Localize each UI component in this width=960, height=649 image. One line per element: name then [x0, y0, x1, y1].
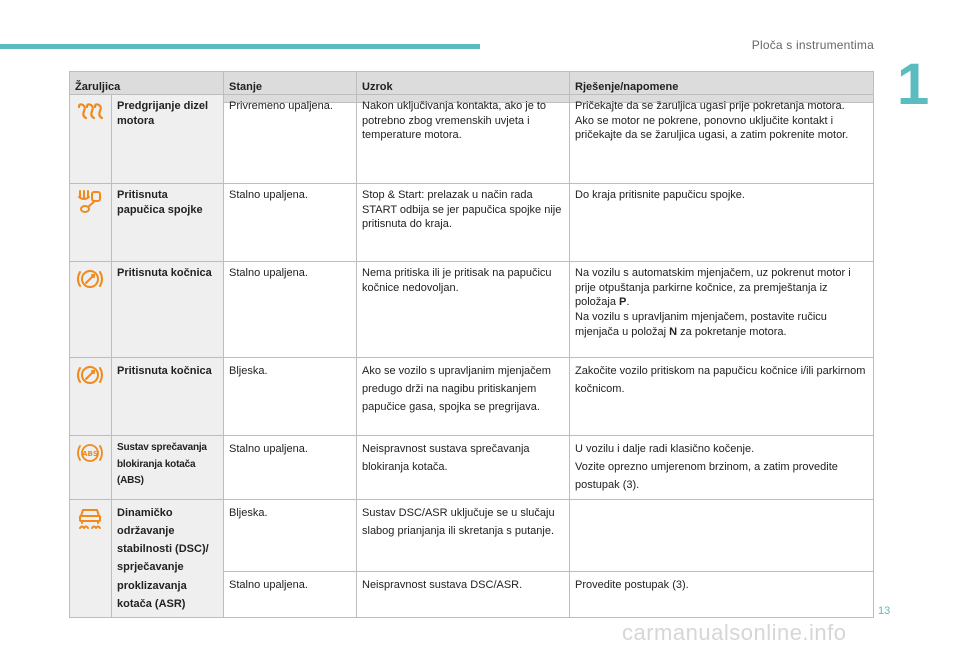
brake-pedal-icon: [75, 362, 105, 388]
lamp-solution: Provedite postupak (3).: [570, 571, 874, 617]
lamp-cause: Nakon uključivanja kontakta, ako je to potrebno zbog vremenskih uvjeta i temperature motora.: [357, 95, 570, 184]
lamp-cause: Ako se vozilo s upravljanim mjenjačem predugo drži na nagibu pritiskanjem papučice gasa, spojka se pregrijava.: [357, 358, 570, 436]
lamp-state: Stalno upaljena.: [224, 436, 357, 500]
lamp-state: Bljeska.: [224, 500, 357, 572]
lamp-solution: Do kraja pritisnite papučicu spojke.: [570, 184, 874, 262]
lamp-cause: Neispravnost sustava DSC/ASR.: [357, 571, 570, 617]
lamp-cause: Stop & Start: prelazak u način rada START odbija se jer papučica spojke nije pritisnuta do kraja.: [357, 184, 570, 262]
table-row: [70, 358, 874, 436]
lamp-cause: Sustav DSC/ASR uključuje se u slučaju slabog prianjanja ili skretanja s putanje.: [357, 500, 570, 572]
lamp-state: Bljeska.: [224, 358, 357, 436]
lamp-solution: [570, 500, 874, 572]
lamp-icon-cell: [70, 95, 112, 184]
header-accent-bar: [0, 44, 480, 49]
column-header: Rješenje/napomene: [570, 72, 874, 103]
lamp-icon-cell: [70, 358, 112, 436]
glow-plug-icon: [75, 99, 105, 125]
section-title: Ploča s instrumentima: [751, 38, 874, 52]
page-number: 13: [878, 605, 891, 617]
lamp-solution: Pričekajte da se žaruljica ugasi prije pokretanja motora. Ako se motor ne pokrene, ponovno uključite kontakt i pričekajte da se žaruljica ugasi, a zatim pokrenite motor.: [570, 95, 874, 184]
column-header: Uzrok: [357, 72, 570, 103]
lamp-name: Pritisnuta papučica spojke: [112, 184, 224, 262]
lamp-cause: Nema pritiska ili je pritisak na papučicu kočnice nedovoljan.: [357, 262, 570, 358]
lamp-cause: Neispravnost sustava sprečavanja blokiranja kotača.: [357, 436, 570, 500]
svg-text:ABS: ABS: [82, 450, 98, 458]
lamp-name: Pritisnuta kočnica: [112, 358, 224, 436]
lamp-state: Privremeno upaljena.: [224, 95, 357, 184]
lamp-icon-cell: [70, 262, 112, 358]
column-header: Stanje: [224, 72, 357, 103]
lamp-solution: U vozilu i dalje radi klasično kočenje. Vozite oprezno umjerenom brzinom, a zatim provedite postupak (3).: [570, 436, 874, 500]
lamp-solution: Zakočite vozilo pritiskom na papučicu kočnice i/ili parkirnom kočnicom.: [570, 358, 874, 436]
warning-lamps-table-body: [69, 94, 874, 618]
table-row: [70, 436, 874, 500]
lamp-name: Dinamičko održavanje stabilnosti (DSC)/ sprječavanje proklizavanja kotača (ASR): [112, 500, 224, 618]
table-row: [70, 184, 874, 262]
chapter-number: 1: [897, 52, 930, 117]
lamp-name: Predgrijanje dizel motora: [112, 95, 224, 184]
lamp-icon-cell: [70, 500, 112, 618]
lamp-state: Stalno upaljena.: [224, 571, 357, 617]
table-row: [70, 262, 874, 358]
gear-position-p: P: [619, 296, 627, 309]
table-row: [70, 500, 874, 572]
lamp-state: Stalno upaljena.: [224, 262, 357, 358]
watermark-text: carmanualsonline.info: [622, 620, 847, 645]
table-row: [70, 95, 874, 184]
clutch-pedal-icon: [75, 188, 105, 214]
column-header: Žaruljica: [70, 72, 224, 103]
abs-icon: [75, 440, 105, 466]
gear-position-n: N: [669, 325, 678, 338]
lamp-icon-cell: [70, 436, 112, 500]
lamp-name: Sustav sprečavanja blokiranja kotača (ABS): [112, 436, 224, 500]
lamp-icon-cell: [70, 184, 112, 262]
brake-pedal-icon: [75, 266, 105, 292]
dsc-asr-icon: [75, 504, 105, 530]
lamp-state: Stalno upaljena.: [224, 184, 357, 262]
lamp-solution: Na vozilu s automatskim mjenjačem, uz pokrenut motor i prije otpuštanja parkirne kočnice, za premještanja iz položaja P. Na vozilu s upravljanim mjenjačem, postavite ručicu mjenjača u položaj N za pokretanje motora.: [570, 262, 874, 358]
lamp-name: Pritisnuta kočnica: [112, 262, 224, 358]
